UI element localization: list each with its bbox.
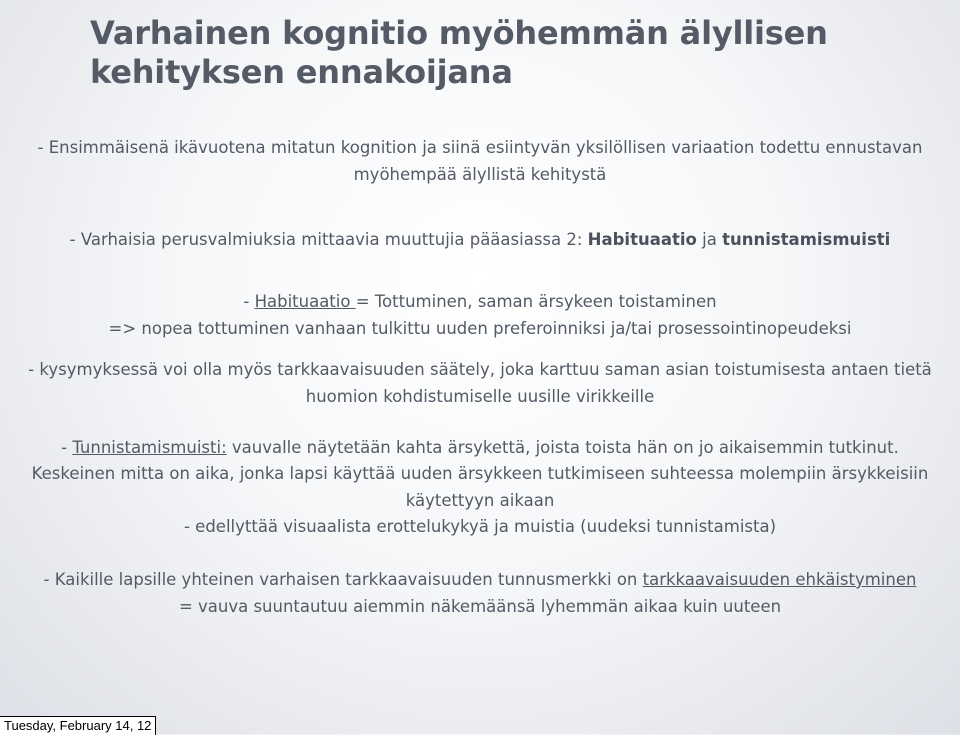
bullet-1-line-2: myöhempää älyllistä kehitystä [353, 165, 607, 184]
tunnistamismuisti-definition [0, 437, 960, 459]
term-tunnistamismuisti: tunnistamismuisti [722, 230, 891, 249]
bullet-4-line-1: - kysymyksessä voi olla myös tarkkaavaisuuden säätely, joka karttuu saman asian toistumisesta antaen tietä [28, 360, 932, 379]
tunnistamismuisti-term: Tunnistamismuisti: [72, 438, 227, 457]
bullet-6-line-2: = vauva suuntautuu aiemmin näkemäänsä lyhemmän aikaa kuin uuteen [178, 597, 782, 616]
bullet-4-line-2: huomion kohdistumiselle uusille virikkeille [305, 387, 655, 406]
habituaatio-term: Habituaatio [254, 292, 356, 311]
term-habituaatio: Habituaatio [587, 230, 697, 249]
footer-date: Tuesday, February 14, 12 [0, 716, 156, 735]
bullet-6-text: - Kaikille lapsille yhteinen varhaisen tarkkaavaisuuden tunnusmerkki on [43, 570, 643, 589]
tunnistamismuisti-line-2: Keskeinen mitta on aika, jonka lapsi käyttää uuden ärsykkeen tutkimiseen suhteessa molempiin ärsykkeisiin [31, 464, 929, 483]
bullet-2-text: - Varhaisia perusvalmiuksia mittaavia muuttujia pääasiassa 2: [69, 230, 588, 249]
title-line-1: Varhainen kognitio myöhemmän älyllisen [90, 14, 828, 52]
slide-title [90, 14, 890, 92]
habituaatio-line-2: => nopea tottuminen vanhaan tulkittu uuden preferoinniksi ja/tai prosessointinopeudeksi [108, 319, 852, 338]
bullet-2-conjunction: ja [696, 230, 723, 249]
bullet-1-line-1: - Ensimmäisenä ikävuotena mitatun kognition ja siinä esiintyvän yksilöllisen variaation todettu ennustavan [37, 138, 923, 157]
habituaatio-dash: - [243, 292, 255, 311]
tunnistamismuisti-line-3: käytettyyn aikaan [405, 491, 555, 510]
title-line-2: kehityksen ennakoijana [90, 53, 513, 91]
habituaatio-definition-text: = Tottuminen, saman ärsykeen toistaminen [355, 292, 717, 311]
habituaatio-definition [0, 291, 960, 313]
bullet-2 [0, 229, 960, 251]
tunnistamismuisti-definition-text: vauvalle näytetään kahta ärsykettä, joista toista hän on jo aikaisemmin tutkinut. [226, 438, 899, 457]
term-tarkkaavaisuuden-ehkaistyminen: tarkkaavaisuuden ehkäistyminen [642, 570, 917, 589]
tunnistamismuisti-dash: - [61, 438, 73, 457]
bullet-6 [0, 569, 960, 591]
tunnistamismuisti-line-4: - edellyttää visuaalista erottelukykyä ja muistia (uudeksi tunnistamista) [183, 517, 777, 536]
